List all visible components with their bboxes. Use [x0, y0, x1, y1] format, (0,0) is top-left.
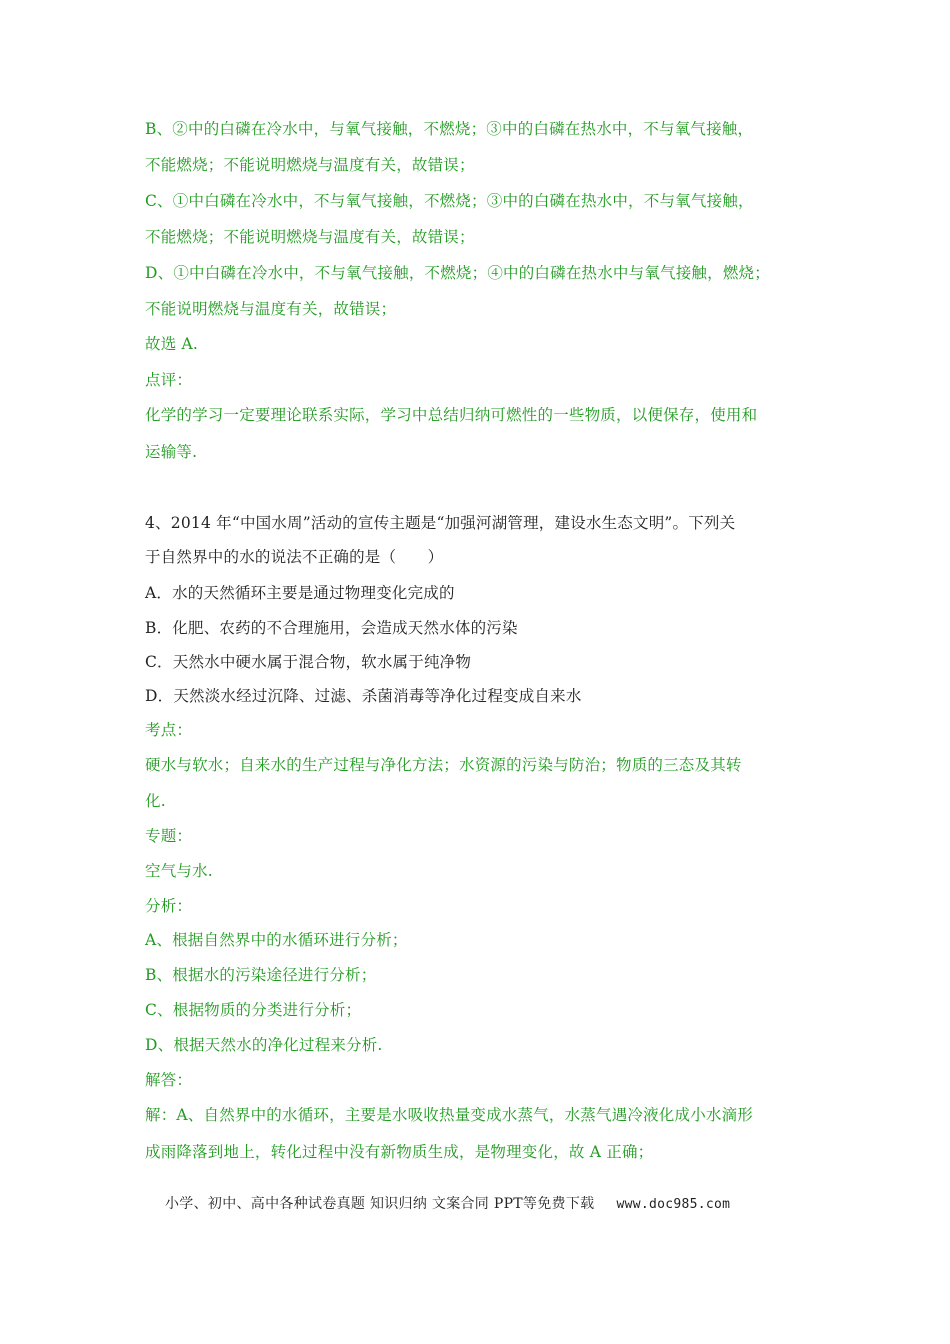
comment-heading: 点评： — [145, 371, 193, 389]
topic-line-2: 化. — [145, 792, 166, 810]
option-c: C．天然水中硬水属于混合物，软水属于纯净物 — [145, 653, 472, 671]
answer-line-c2: 不能燃烧；不能说明燃烧与温度有关，故错误； — [145, 228, 475, 246]
analysis-line-b: B、根据水的污染途径进行分析； — [145, 966, 377, 984]
analysis-line-c: C、根据物质的分类进行分析； — [145, 1001, 362, 1019]
answer-line-c1: C、①中白磷在冷水中，不与氧气接触，不燃烧；③中的白磷在热水中，不与氧气接触， — [145, 192, 754, 210]
question-stem-line-2: 于自然界中的水的说法不正确的是（ ） — [145, 548, 444, 566]
footer-text: 小学、初中、高中各种试卷真题 知识归纳 文案合同 PPT等免费下载 — [165, 1196, 595, 1212]
answer-line-d2: 不能说明燃烧与温度有关，故错误； — [145, 300, 397, 318]
topic-heading: 考点： — [145, 721, 193, 739]
analysis-line-d: D、根据天然水的净化过程来分析. — [145, 1036, 383, 1054]
comment-line-1: 化学的学习一定要理论联系实际，学习中总结归纳可燃性的一些物质，以便保存，使用和 — [145, 406, 758, 424]
topic-line-1: 硬水与软水；自来水的生产过程与净化方法；水资源的污染与防治；物质的三态及其转 — [145, 756, 742, 774]
solution-line-2: 成雨降落到地上，转化过程中没有新物质生成，是物理变化，故 A 正确； — [145, 1143, 654, 1161]
answer-line-d1: D、①中白磷在冷水中，不与氧气接触，不燃烧；④中的白磷在热水中与氧气接触，燃烧； — [145, 264, 770, 282]
subject-heading: 专题： — [145, 827, 193, 845]
footer-url-link[interactable]: www.doc985.com — [616, 1197, 731, 1212]
comment-line-2: 运输等. — [145, 443, 198, 461]
analysis-heading: 分析： — [145, 897, 193, 915]
answer-choice: 故选 A. — [145, 335, 199, 353]
option-b: B．化肥、农药的不合理施用，会造成天然水体的污染 — [145, 619, 518, 637]
answer-line-b2: 不能燃烧；不能说明燃烧与温度有关，故错误； — [145, 156, 475, 174]
solution-line-1: 解：A、自然界中的水循环，主要是水吸收热量变成水蒸气，水蒸气遇冷液化成小水滴形 — [145, 1106, 753, 1124]
subject-text: 空气与水. — [145, 862, 213, 880]
question-stem-line-1: 4、2014 年“中国水周”活动的宣传主题是“加强河湖管理，建设水生态文明”。下列关 — [145, 514, 736, 532]
analysis-line-a: A、根据自然界中的水循环进行分析； — [145, 931, 408, 949]
page-footer — [165, 1193, 730, 1213]
option-a: A．水的天然循环主要是通过物理变化完成的 — [145, 584, 455, 602]
option-d: D．天然淡水经过沉降、过滤、杀菌消毒等净化过程变成自来水 — [145, 687, 582, 705]
solution-heading: 解答： — [145, 1071, 193, 1089]
answer-line-b1: B、②中的白磷在冷水中，与氧气接触，不燃烧；③中的白磷在热水中，不与氧气接触， — [145, 120, 754, 138]
